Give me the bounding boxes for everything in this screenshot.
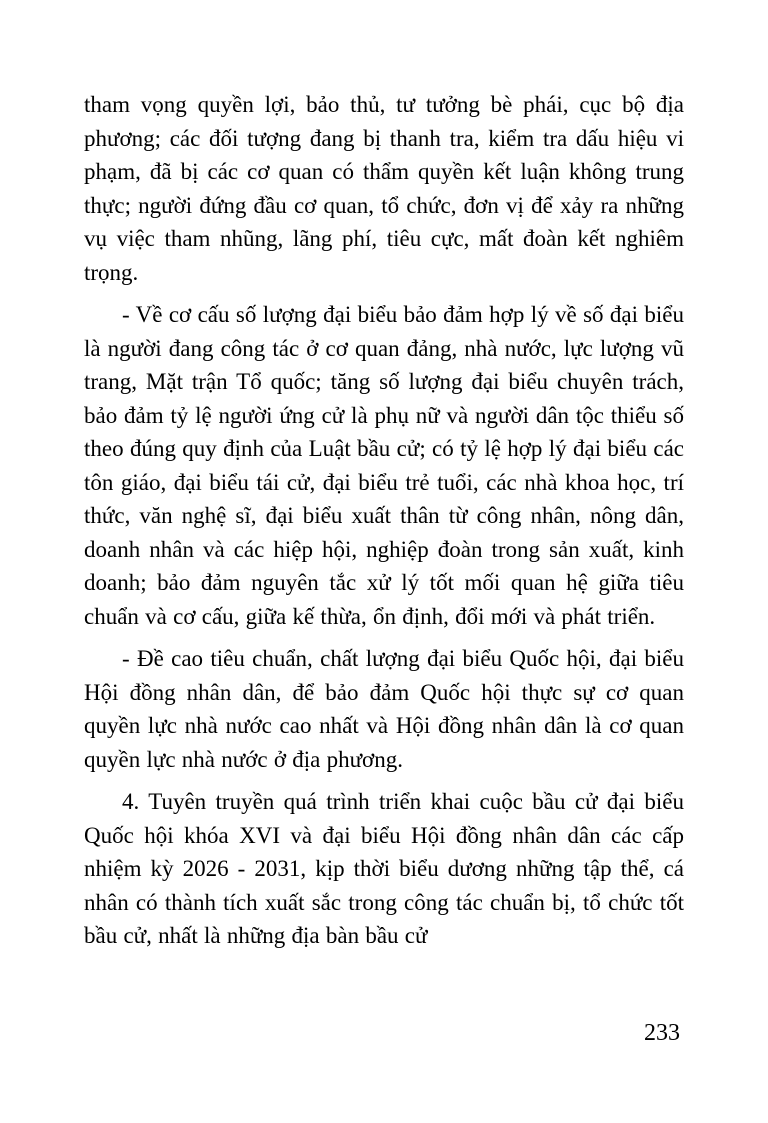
paragraph-continuation: tham vọng quyền lợi, bảo thủ, tư tưởng bè phái, cục bộ địa phương; các đối tượng đang bị thanh tra, kiểm tra dấu hiệu vi phạm, đã bị các cơ quan có thẩm quyền kết luận không trung thực; người đứng đầu cơ quan, tổ chức, đơn vị để xảy ra những vụ việc tham nhũng, lãng phí, tiêu cực, mất đoàn kết nghiêm trọng. xyxy=(84,92,684,285)
paragraph-bullet-de-cao: - Đề cao tiêu chuẩn, chất lượng đại biểu Quốc hội, đại biểu Hội đồng nhân dân, để bảo đảm Quốc hội thực sự cơ quan quyền lực nhà nước cao nhất và Hội đồng nhân dân là cơ quan quyền lực nhà nước ở địa phương. xyxy=(84,646,684,772)
page-body-text xyxy=(84,88,684,962)
page-footer xyxy=(84,1018,684,1048)
paragraph-bullet-co-cau: - Về cơ cấu số lượng đại biểu bảo đảm hợp lý về số đại biểu là người đang công tác ở cơ quan đảng, nhà nước, lực lượng vũ trang, Mặt trận Tổ quốc; tăng số lượng đại biểu chuyên trách, bảo đảm tỷ lệ người ứng cử là phụ nữ và người dân tộc thiểu số theo đúng quy định của Luật bầu cử; có tỷ lệ hợp lý đại biểu các tôn giáo, đại biểu tái cử, đại biểu trẻ tuổi, các nhà khoa học, trí thức, văn nghệ sĩ, đại biểu xuất thân từ công nhân, nông dân, doanh nhân và các hiệp hội, nghiệp đoàn trong sản xuất, kinh doanh; bảo đảm nguyên tắc xử lý tốt mối quan hệ giữa tiêu chuẩn và cơ cấu, giữa kế thừa, ổn định, đổi mới và phát triển. xyxy=(84,302,684,629)
page-number: 233 xyxy=(644,1020,680,1046)
paragraph-item-4: 4. Tuyên truyền quá trình triển khai cuộc bầu cử đại biểu Quốc hội khóa XVI và đại biểu Hội đồng nhân dân các cấp nhiệm kỳ 2026 - 2031, kịp thời biểu dương những tập thể, cá nhân có thành tích xuất sắc trong công tác chuẩn bị, tổ chức tốt bầu cử, nhất là những địa bàn bầu cử xyxy=(84,789,684,948)
